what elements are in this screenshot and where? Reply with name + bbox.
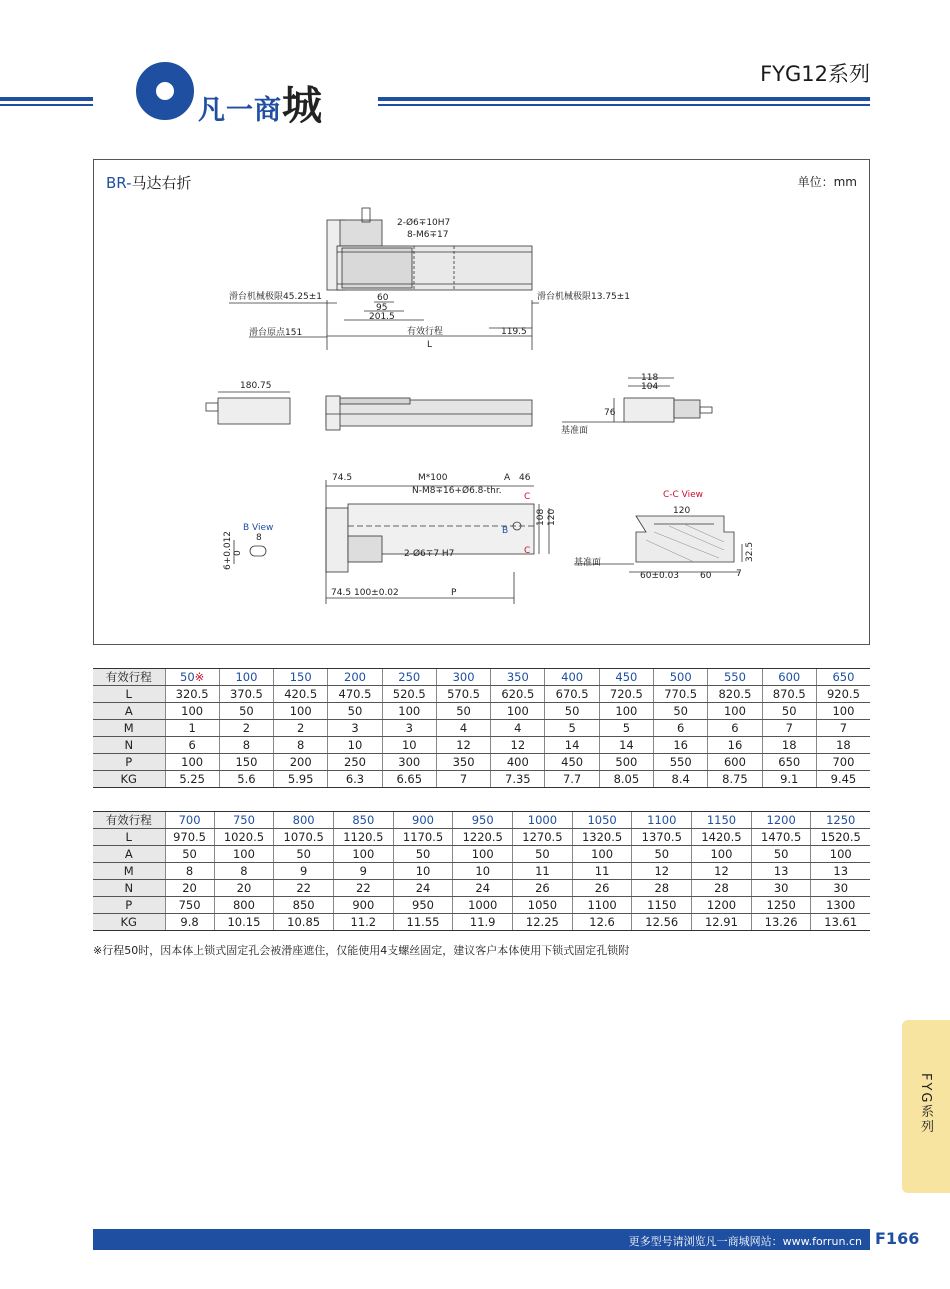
table-cell: 1250 — [751, 897, 811, 914]
table-cell: 12 — [436, 737, 490, 754]
stroke-header — [545, 669, 599, 686]
table-cell: 50 — [219, 703, 273, 720]
table-cell: 6 — [165, 737, 219, 754]
table-cell: 50 — [654, 703, 708, 720]
table-cell: 520.5 — [382, 686, 436, 703]
table-cell: 8.4 — [654, 771, 708, 788]
table-cell: 300 — [382, 754, 436, 771]
table-cell: 700 — [816, 754, 870, 771]
table-cell: 22 — [333, 880, 393, 897]
table-cell: 24 — [393, 880, 453, 897]
table-cell: 1200 — [692, 897, 752, 914]
page-number: F166 — [875, 1229, 920, 1248]
row-label: N — [93, 737, 165, 754]
dim-180: 180.75 — [240, 381, 272, 391]
table-cell: 8 — [214, 863, 274, 880]
table-cell: 14 — [599, 737, 653, 754]
table-cell: 8 — [219, 737, 273, 754]
table-cell: 1020.5 — [214, 829, 274, 846]
table-cell: 100 — [599, 703, 653, 720]
stroke-value: 750 — [232, 813, 255, 827]
limit-left: 滑台机械极限45.25±1 — [229, 292, 323, 302]
header-bar-left — [0, 97, 93, 101]
table-cell: 12 — [692, 863, 752, 880]
row-label: N — [93, 880, 165, 897]
table-row — [93, 914, 870, 931]
table-row — [93, 754, 870, 771]
cc-dim-7: 7 — [736, 569, 742, 579]
b-dim-0: 0 — [233, 550, 243, 556]
table-row — [93, 880, 870, 897]
table-cell: 18 — [762, 737, 816, 754]
stroke-header — [382, 669, 436, 686]
table-cell: 13 — [811, 863, 870, 880]
stroke-header — [219, 669, 273, 686]
table-cell: 1300 — [811, 897, 870, 914]
table-cell: 7 — [816, 720, 870, 737]
stroke-header — [453, 812, 513, 829]
cc-dim-120: 120 — [673, 506, 691, 516]
row-label: A — [93, 846, 165, 863]
table-cell: 100 — [453, 846, 513, 863]
stroke-header — [599, 669, 653, 686]
drawing-title-code: BR- — [106, 174, 132, 192]
table-cell: 30 — [811, 880, 870, 897]
table-cell: 20 — [214, 880, 274, 897]
table-cell: 26 — [513, 880, 573, 897]
table-cell: 550 — [654, 754, 708, 771]
stroke-header — [165, 812, 214, 829]
table-cell: 100 — [572, 846, 632, 863]
table-cell: 500 — [599, 754, 653, 771]
table-cell: 12.6 — [572, 914, 632, 931]
table-cell: 9.8 — [165, 914, 214, 931]
drawing-title-text: 马达右折 — [131, 174, 192, 192]
row-label: L — [93, 829, 165, 846]
table-cell: 14 — [545, 737, 599, 754]
table-cell: 22 — [274, 880, 334, 897]
table-cell: 5.6 — [219, 771, 273, 788]
row-label: A — [93, 703, 165, 720]
stroke-header — [816, 669, 870, 686]
table-cell: 24 — [453, 880, 513, 897]
technical-drawing — [94, 160, 871, 646]
stroke-value: 100 — [235, 670, 258, 684]
label-b: B — [502, 526, 509, 536]
table-cell: 250 — [328, 754, 382, 771]
stroke-header — [632, 812, 692, 829]
stroke-value: 500 — [669, 670, 692, 684]
table-cell: 9 — [333, 863, 393, 880]
stroke-label: 有效行程 — [407, 327, 444, 337]
stroke-value: 800 — [292, 813, 315, 827]
dim-118: 118 — [641, 373, 659, 383]
table-row — [93, 829, 870, 846]
table-cell: 1050 — [513, 897, 573, 914]
header-bar-right — [378, 97, 870, 101]
table-cell: 600 — [708, 754, 762, 771]
table-row — [93, 720, 870, 737]
table-cell: 11 — [513, 863, 573, 880]
stroke-value: 250 — [398, 670, 421, 684]
dim-201: 201.5 — [369, 312, 395, 322]
table-cell: 1170.5 — [393, 829, 453, 846]
table-cell: 1320.5 — [572, 829, 632, 846]
table-cell: 3 — [328, 720, 382, 737]
table-cell: 100 — [692, 846, 752, 863]
table-cell: 470.5 — [328, 686, 382, 703]
brand-char: 城 — [282, 83, 323, 129]
b-dim-8: 8 — [256, 533, 262, 543]
table-cell: 5.25 — [165, 771, 219, 788]
stroke-header — [436, 669, 490, 686]
limit-right: 滑台机械极限13.75±1 — [537, 292, 631, 302]
table-cell: 7.35 — [491, 771, 545, 788]
table-cell: 11.9 — [453, 914, 513, 931]
table-cell: 50 — [632, 846, 692, 863]
stroke-header — [654, 669, 708, 686]
stroke-value: 1100 — [647, 813, 677, 827]
table-cell: 1520.5 — [811, 829, 870, 846]
table-cell: 1270.5 — [513, 829, 573, 846]
datum-label-2: 基准面 — [574, 558, 602, 568]
table-cell: 850 — [274, 897, 334, 914]
header-label: 有效行程 — [93, 669, 165, 686]
table-cell: 10 — [453, 863, 513, 880]
table-cell: 720.5 — [599, 686, 653, 703]
table-cell: 13 — [751, 863, 811, 880]
table-cell: 920.5 — [816, 686, 870, 703]
table-cell: 10.85 — [274, 914, 334, 931]
dim-74-top: 74.5 — [332, 473, 353, 483]
table-cell: 6.3 — [328, 771, 382, 788]
table-cell: 1120.5 — [333, 829, 393, 846]
table-cell: 18 — [816, 737, 870, 754]
table-cell: 650 — [762, 754, 816, 771]
table-cell: 26 — [572, 880, 632, 897]
table-cell: 670.5 — [545, 686, 599, 703]
dim-L: L — [427, 340, 433, 350]
table-row — [93, 846, 870, 863]
stroke-header — [165, 669, 219, 686]
table-cell: 28 — [632, 880, 692, 897]
stroke-header — [333, 812, 393, 829]
table-cell: 11.55 — [393, 914, 453, 931]
stroke-header — [274, 812, 334, 829]
table-cell: 950 — [393, 897, 453, 914]
cc-view-title: C-C View — [663, 490, 704, 500]
stroke-value: 300 — [452, 670, 475, 684]
table-cell: 1000 — [453, 897, 513, 914]
logo-wheel-icon — [136, 62, 194, 120]
table-cell: 100 — [333, 846, 393, 863]
table-cell: 1 — [165, 720, 219, 737]
stroke-header — [393, 812, 453, 829]
table-row — [93, 703, 870, 720]
table-cell: 770.5 — [654, 686, 708, 703]
table-cell: 100 — [165, 754, 219, 771]
table-cell: 1100 — [572, 897, 632, 914]
stroke-value: 400 — [561, 670, 584, 684]
stroke-value: 650 — [832, 670, 855, 684]
stroke-header — [692, 812, 752, 829]
brand-logo — [198, 74, 323, 131]
label-A: A — [504, 473, 511, 483]
table-cell: 16 — [654, 737, 708, 754]
table-cell: 100 — [382, 703, 436, 720]
side-tab-label: FYG系列 — [918, 1073, 933, 1135]
table-cell: 20 — [165, 880, 214, 897]
table-header-row — [93, 812, 870, 829]
table-cell: 13.26 — [751, 914, 811, 931]
dim-100: 100±0.02 — [354, 588, 399, 598]
table-row — [93, 897, 870, 914]
row-label: P — [93, 754, 165, 771]
table-cell: 150 — [219, 754, 273, 771]
stroke-value: 550 — [723, 670, 746, 684]
dim-104: 104 — [641, 382, 659, 392]
table-cell: 50 — [328, 703, 382, 720]
row-label: M — [93, 863, 165, 880]
stroke-value: 850 — [352, 813, 375, 827]
table-cell: 4 — [436, 720, 490, 737]
label-c1: C — [524, 492, 531, 502]
table-row — [93, 771, 870, 788]
table-cell: 5.95 — [274, 771, 328, 788]
table-cell: 5 — [599, 720, 653, 737]
table-cell: 620.5 — [491, 686, 545, 703]
cc-dim-60a: 60±0.03 — [640, 571, 680, 581]
table-cell: 2 — [274, 720, 328, 737]
table-cell: 12.91 — [692, 914, 752, 931]
datum-label-1: 基准面 — [561, 426, 589, 436]
stroke-header — [274, 669, 328, 686]
table-cell: 100 — [708, 703, 762, 720]
dim-119: 119.5 — [501, 327, 527, 337]
dim-46: 46 — [519, 473, 531, 483]
row-label: KG — [93, 771, 165, 788]
table-cell: 800 — [214, 897, 274, 914]
table-cell: 7 — [762, 720, 816, 737]
table-cell: 8 — [274, 737, 328, 754]
note-2d: 2-Ø6∓7 H7 — [404, 549, 455, 559]
series-title: FYG12系列 — [760, 62, 870, 86]
stroke-value: 600 — [778, 670, 801, 684]
cc-dim-60b: 60 — [700, 571, 712, 581]
stroke-note-mark: ※ — [194, 670, 205, 684]
table-cell: 1070.5 — [274, 829, 334, 846]
table-cell: 50 — [513, 846, 573, 863]
table-cell: 16 — [708, 737, 762, 754]
header-label: 有效行程 — [93, 812, 165, 829]
stroke-value: 1050 — [587, 813, 617, 827]
stroke-value: 950 — [471, 813, 494, 827]
table-cell: 820.5 — [708, 686, 762, 703]
table-cell: 420.5 — [274, 686, 328, 703]
stroke-header — [811, 812, 870, 829]
table-cell: 10 — [393, 863, 453, 880]
stroke-header — [762, 669, 816, 686]
table-cell: 450 — [545, 754, 599, 771]
stroke-value: 900 — [412, 813, 434, 827]
brand-prefix: 凡一商 — [198, 95, 282, 126]
dim-76: 76 — [604, 408, 616, 418]
spec-table-1 — [93, 668, 870, 788]
table-cell: 50 — [545, 703, 599, 720]
table-cell: 30 — [751, 880, 811, 897]
table-cell: 50 — [751, 846, 811, 863]
table-cell: 4 — [491, 720, 545, 737]
table-cell: 400 — [491, 754, 545, 771]
table-cell: 50 — [393, 846, 453, 863]
note-holes-1: 2-Ø6∓10H7 — [397, 218, 451, 228]
stroke-value: 350 — [506, 670, 529, 684]
label-c2: C — [524, 546, 531, 556]
row-label: P — [93, 897, 165, 914]
table-cell: 6.65 — [382, 771, 436, 788]
footnote: ※行程50时，因本体上锁式固定孔会被滑座遮住，仅能使用4支螺丝固定，建议客户本体使用下锁式固定孔锁附 — [93, 944, 630, 957]
table-cell: 13.61 — [811, 914, 870, 931]
label-P: P — [451, 588, 457, 598]
table-cell: 10 — [382, 737, 436, 754]
table-cell: 9.1 — [762, 771, 816, 788]
dim-74-bot: 74.5 — [331, 588, 352, 598]
table-cell: 320.5 — [165, 686, 219, 703]
table-cell: 9.45 — [816, 771, 870, 788]
table-cell: 1220.5 — [453, 829, 513, 846]
dim-60: 60 — [377, 293, 389, 303]
cc-dim-32: 32.5 — [745, 541, 755, 562]
table-cell: 100 — [811, 846, 870, 863]
drawing-frame — [93, 159, 870, 645]
table-cell: 7.7 — [545, 771, 599, 788]
table-cell: 1420.5 — [692, 829, 752, 846]
b-view-title: B View — [243, 523, 274, 533]
table-cell: 1370.5 — [632, 829, 692, 846]
dim-95: 95 — [376, 303, 388, 313]
table-cell: 50 — [274, 846, 334, 863]
table-cell: 50 — [436, 703, 490, 720]
table-cell: 11 — [572, 863, 632, 880]
table-row — [93, 863, 870, 880]
stroke-value: 50 — [180, 670, 195, 684]
table-cell: 28 — [692, 880, 752, 897]
table-cell: 100 — [816, 703, 870, 720]
dim-m100: M*100 — [418, 473, 448, 483]
stroke-value: 1200 — [766, 813, 796, 827]
table-cell: 1150 — [632, 897, 692, 914]
spec-table-2 — [93, 811, 870, 931]
table-cell: 10 — [328, 737, 382, 754]
table-cell: 200 — [274, 754, 328, 771]
table-cell: 12.25 — [513, 914, 573, 931]
table-cell: 7 — [436, 771, 490, 788]
table-cell: 6 — [654, 720, 708, 737]
header-bar-right-thin — [378, 104, 870, 106]
table-row — [93, 737, 870, 754]
table-cell: 12 — [632, 863, 692, 880]
header-bar-left-thin — [0, 104, 93, 106]
stroke-header — [572, 812, 632, 829]
table-cell: 570.5 — [436, 686, 490, 703]
table-row — [93, 686, 870, 703]
table-cell: 5 — [545, 720, 599, 737]
table-cell: 6 — [708, 720, 762, 737]
stroke-header — [513, 812, 573, 829]
stroke-value: 1150 — [706, 813, 737, 827]
table-cell: 100 — [491, 703, 545, 720]
origin-label: 滑台原点151 — [249, 328, 303, 338]
stroke-value: 700 — [178, 813, 201, 827]
row-label: L — [93, 686, 165, 703]
table-cell: 8.75 — [708, 771, 762, 788]
dim-108: 108 — [536, 508, 546, 526]
table-cell: 12.56 — [632, 914, 692, 931]
row-label: M — [93, 720, 165, 737]
bottom-view — [326, 480, 549, 604]
table-cell: 100 — [214, 846, 274, 863]
table-cell: 8 — [165, 863, 214, 880]
table-cell: 370.5 — [219, 686, 273, 703]
table-cell: 50 — [165, 846, 214, 863]
footer-website: 更多型号请浏览凡一商城网站：www.forrun.cn — [628, 1235, 862, 1248]
table-cell: 900 — [333, 897, 393, 914]
table-cell: 3 — [382, 720, 436, 737]
table-cell: 750 — [165, 897, 214, 914]
table-cell: 50 — [762, 703, 816, 720]
table-cell: 11.2 — [333, 914, 393, 931]
table-cell: 1470.5 — [751, 829, 811, 846]
table-cell: 8.05 — [599, 771, 653, 788]
table-cell: 870.5 — [762, 686, 816, 703]
stroke-header — [214, 812, 274, 829]
dim-120: 120 — [547, 508, 557, 526]
note-holes-2: 8-M6∓17 — [407, 230, 449, 240]
stroke-value: 150 — [289, 670, 312, 684]
stroke-value: 450 — [615, 670, 638, 684]
stroke-value: 1250 — [826, 813, 856, 827]
unit-label: 单位：mm — [797, 175, 857, 189]
side-views — [206, 378, 712, 430]
table-cell: 350 — [436, 754, 490, 771]
b-dim-6: 6+0.012 — [223, 530, 233, 570]
stroke-header — [328, 669, 382, 686]
table-cell: 9 — [274, 863, 334, 880]
row-label: KG — [93, 914, 165, 931]
stroke-value: 200 — [344, 670, 366, 684]
table-cell: 100 — [165, 703, 219, 720]
stroke-header — [751, 812, 811, 829]
note-n: N-M8∓16+Ø6.8-thr. — [412, 486, 502, 496]
stroke-value: 1000 — [527, 813, 558, 827]
table-header-row — [93, 669, 870, 686]
table-cell: 10.15 — [214, 914, 274, 931]
table-cell: 970.5 — [165, 829, 214, 846]
table-cell: 12 — [491, 737, 545, 754]
table-cell: 100 — [274, 703, 328, 720]
stroke-header — [708, 669, 762, 686]
table-cell: 2 — [219, 720, 273, 737]
stroke-header — [491, 669, 545, 686]
